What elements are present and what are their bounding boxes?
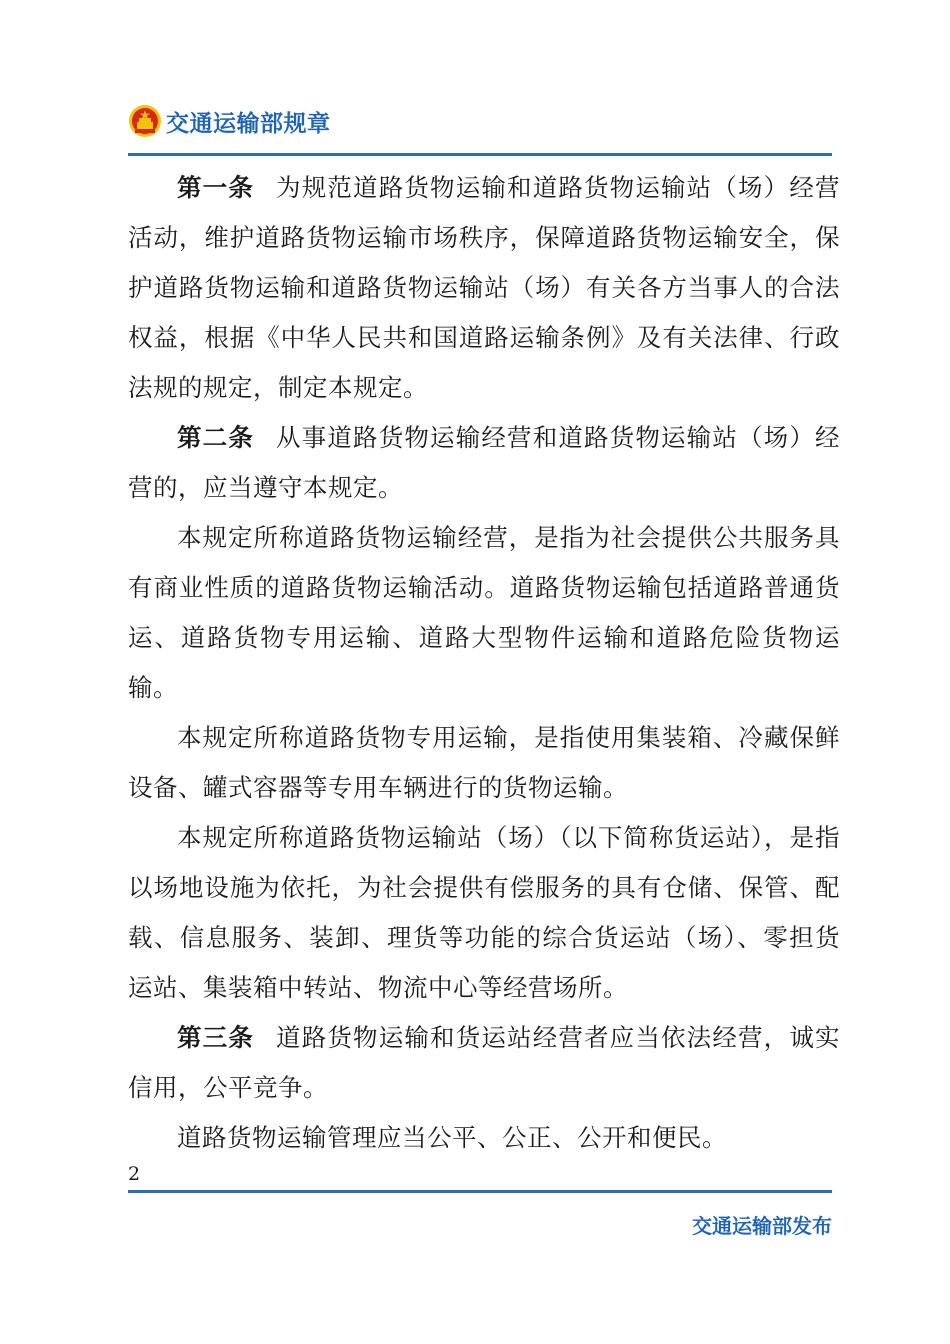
body-paragraph	[128, 1113, 840, 1163]
body-paragraph	[128, 713, 840, 813]
article-label: 第二条	[177, 423, 254, 452]
page-number: 2	[128, 1163, 141, 1185]
page-header	[128, 96, 331, 146]
national-emblem-icon	[128, 104, 162, 138]
article-text: 从事道路货物运输经营和道路货物运输站（场）经营的，应当遵守本规定。	[128, 423, 841, 502]
body-paragraph	[128, 513, 840, 713]
footer-publisher: 交通运输部发布	[692, 1214, 832, 1238]
article-text: 道路货物运输和货运站经营者应当依法经营，诚实信用，公平竞争。	[128, 1023, 841, 1102]
article-paragraph	[128, 413, 840, 513]
paragraph-text: 道路货物运输管理应当公平、公正、公开和便民。	[177, 1123, 727, 1152]
article-text: 为规范道路货物运输和道路货物运输站（场）经营活动，维护道路货物运输市场秩序，保障道路货物运输安全，保护道路货物运输和道路货物运输站（场）有关各方当事人的合法权益，根据《中华人民共和国道路运输条例》及有关法律、行政法规的规定，制定本规定。	[128, 173, 841, 402]
header-title: 交通运输部规章	[166, 110, 331, 137]
paragraph-text: 本规定所称道路货物运输经营，是指为社会提供公共服务具有商业性质的道路货物运输活动。道路货物运输包括道路普通货运、道路货物专用运输、道路大型物件运输和道路危险货物运输。	[128, 523, 840, 702]
article-label: 第一条	[177, 173, 254, 202]
header-rule	[128, 153, 832, 156]
article-paragraph	[128, 163, 840, 413]
article-paragraph	[128, 1013, 840, 1113]
document-body	[128, 163, 840, 1163]
body-paragraph	[128, 813, 840, 1013]
paragraph-text: 本规定所称道路货物运输站（场）（以下简称货运站），是指以场地设施为依托，为社会提供有偿服务的具有仓储、保管、配载、信息服务、装卸、理货等功能的综合货运站（场）、零担货运站、集装箱中转站、物流中心等经营场所。	[128, 823, 840, 1002]
paragraph-text: 本规定所称道路货物专用运输，是指使用集装箱、冷藏保鲜设备、罐式容器等专用车辆进行的货物运输。	[128, 723, 840, 802]
footer-rule	[128, 1190, 832, 1193]
article-label: 第三条	[177, 1023, 254, 1052]
